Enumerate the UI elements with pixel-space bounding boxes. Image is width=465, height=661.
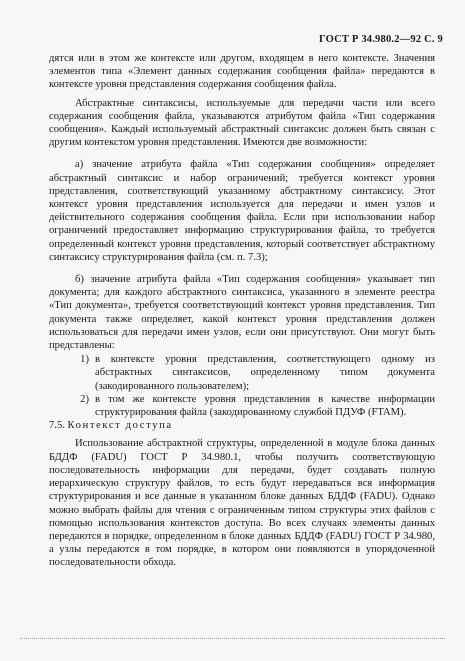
representation-list <box>49 353 435 419</box>
section-heading <box>49 419 435 432</box>
paragraph-continuation: дятся или в этом же контексте или другом, входящем в него контексте. Значения элементов типа «Элемент данных содержания сообщения файла» передаются в контексте уровня представления содержания сообщения файла. <box>49 53 435 91</box>
page-header: ГОСТ Р 34.980.2—92 С. 9 <box>318 34 443 45</box>
list-item-number: 2) <box>80 393 89 405</box>
paragraph-option-a: а) значение атрибута файла «Тип содержания сообщения» определяет абстрактный синтаксис и набор ограничений; требуется контекст уровня представления, соответствующий указанному абстрактному синтаксису. Этот контекст уровня представления используется для передачи и имен узлов и действительного содержания сообщения файла. Если при использовании набор ограничений предоставляет информацию структурирования файла, то требуется определенный контекст уровня представления, который соответствует абстрактному синтаксису структурирования файла (см. п. 7.3); <box>49 159 435 263</box>
list-item-text: в том же контексте уровня представления в качестве информации структурирования файла (закодированному службой ПДУФ (FTAM). <box>95 393 435 419</box>
list-item-number: 1) <box>80 354 89 366</box>
section-title: Контекст доступа <box>67 420 173 432</box>
list-item <box>49 353 435 393</box>
paragraph-abstract-syntaxes: Абстрактные синтаксисы, используемые для передачи части или всего содержания сообщения файла, указываются атрибутом файла «Тип содержания сообщения». Каждый используемый абстрактный синтаксис должен быть связан с другим контекстом уровня представления. Имеются две возможности: <box>49 97 435 149</box>
list-item <box>49 393 435 419</box>
paragraph-option-b: б) значение атрибута файла «Тип содержания сообщения» указывает тип документа; для каждого абстрактного синтаксиса, указанного в элементе реестра «Тип документа», требуется соответствующий контекст уровня представления. Тип документа также определяет, какой контекст уровня представления должен использоваться для передачи имен узлов, если они присутствуют. Они могут быть представлены: <box>49 274 435 352</box>
page-body <box>49 52 435 570</box>
section-number: 7.5. <box>49 420 65 432</box>
list-item-text: в контексте уровня представления, соответствующего одному из абстрактных синтаксисов, определенному типом документа (закодированного пользователем); <box>95 354 435 392</box>
page-bottom-rule <box>20 638 445 639</box>
paragraph-access-context: Использование абстрактной структуры, определенной в модуле блока данных БДДФ (FADU) ГОСТ Р 34.980.1, чтобы получить соответствующую последовательность информации для передачи, будет создавать полную иерархическую структуру файлов, то есть будут передаваться вся информация структурирования и все данные в указанном блоке данных БДДФ (FADU). Однако можно выбрать файлы для чтения с ограниченным типом структуры этих файлов с помощью использования контекстов доступа. Во всех случаях элементы данных передаются в порядке, определенном в блоке данных БДДФ (FADU) ГОСТ Р 34.980, а узлы передаются в том порядке, в котором они появляются в упорядоченной последовательности обхода. <box>49 438 435 569</box>
